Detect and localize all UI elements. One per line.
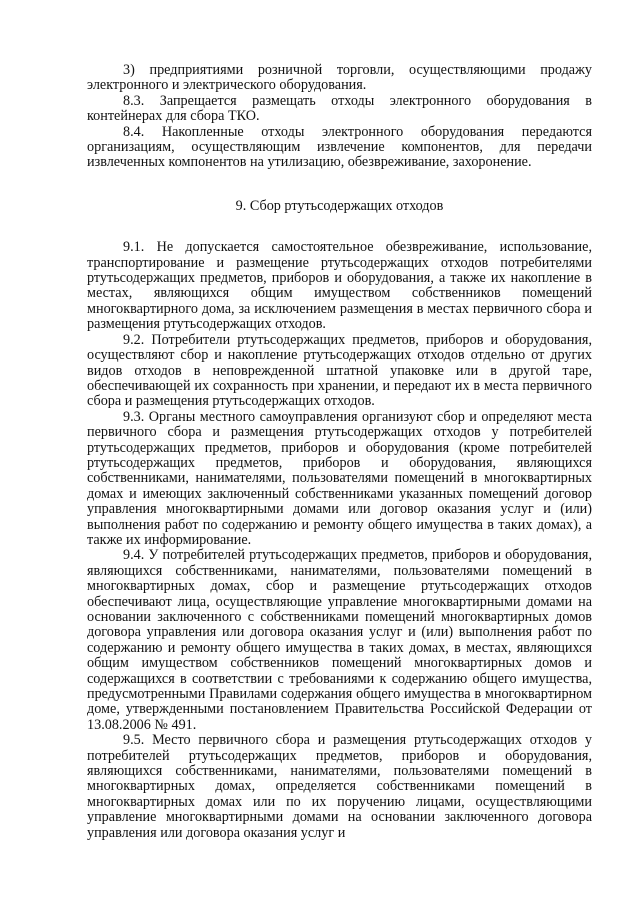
paragraph-9-3: 9.3. Органы местного самоуправления организуют сбор и определяют места первичного сбора и размещения ртутьсодержащих отходов у потребителей ртутьсодержащих предметов, приборов и оборудования (кроме потребителей ртутьсодержащих предметов, приборов и оборудования, являющихся собственниками, нанимателями, пользователями помещений в многоквартирных домах и имеющих заключенный собственниками указанных помещений договор управления многоквартирными домами или договор оказания услуг и (или) выполнения работ по содержанию и ремонту общего имущества в таких домах), а также их информирование. <box>87 408 592 548</box>
paragraph-8-4: 8.4. Накопленные отходы электронного оборудования передаются организациям, осуществляющим извлечение компонентов, для передачи извлеченных компонентов на утилизацию, обезвреживание, захоронение. <box>87 123 592 171</box>
paragraph-9-2: 9.2. Потребители ртутьсодержащих предметов, приборов и оборудования, осуществляют сбор и накопление ртутьсодержащих отходов отдельно от других видов отходов в неповрежденной штатной упаковке или в другой таре, обеспечивающей их сохранность при хранении, и передают их в места первичного сбора и размещения ртутьсодержащих отходов. <box>87 331 592 410</box>
paragraph-9-4: 9.4. У потребителей ртутьсодержащих предметов, приборов и оборудования, являющихся собственниками, нанимателями, пользователями помещений в многоквартирных домах, сбор и размещение ртутьсодержащих отходов обеспечивают лица, осуществляющие управление многоквартирными домами на основании заключенного с собственниками помещений многоквартирных домов договора управления или договора оказания услуг и (или) выполнения работ по содержанию и ремонту общего имущества в таких домах, в местах, являющихся общим имуществом собственников помещений многоквартирных домов и содержащихся в соответствии с требованиями к содержанию общего имущества, предусмотренными Правилами содержания общего имущества в многоквартирном доме, утвержденными постановлением Правительства Российской Федерации от 13.08.2006 № 491. <box>87 547 592 733</box>
paragraph-8-2-item-3: 3) предприятиями розничной торговли, осуществляющими продажу электронного и электрического оборудования. <box>87 62 592 94</box>
section-heading: 9. Сбор ртутьсодержащих отходов <box>235 197 444 214</box>
paragraph-9-1: 9.1. Не допускается самостоятельное обезвреживание, использование, транспортирование и размещение ртутьсодержащих отходов потребителями ртутьсодержащих предметов, приборов и оборудования, а также их накопление в местах, являющихся общим имуществом собственников помещений многоквартирного дома, за исключением размещения в местах первичного сбора и размещения ртутьсодержащих отходов. <box>87 239 592 333</box>
paragraph-9-5: 9.5. Место первичного сбора и размещения ртутьсодержащих отходов у потребителей ртутьсодержащих предметов, приборов и оборудования, являющихся собственниками, нанимателями, пользователями помещений в многоквартирных домах, определяется собственниками помещений в многоквартирных домах или по их поручению лицами, осуществляющими управление многоквартирными домами на основании заключенного договора управления или договора оказания услуг и <box>87 732 592 841</box>
paragraph-8-3: 8.3. Запрещается размещать отходы электронного оборудования в контейнерах для сбора ТКО. <box>87 92 592 125</box>
document-body <box>87 63 592 841</box>
